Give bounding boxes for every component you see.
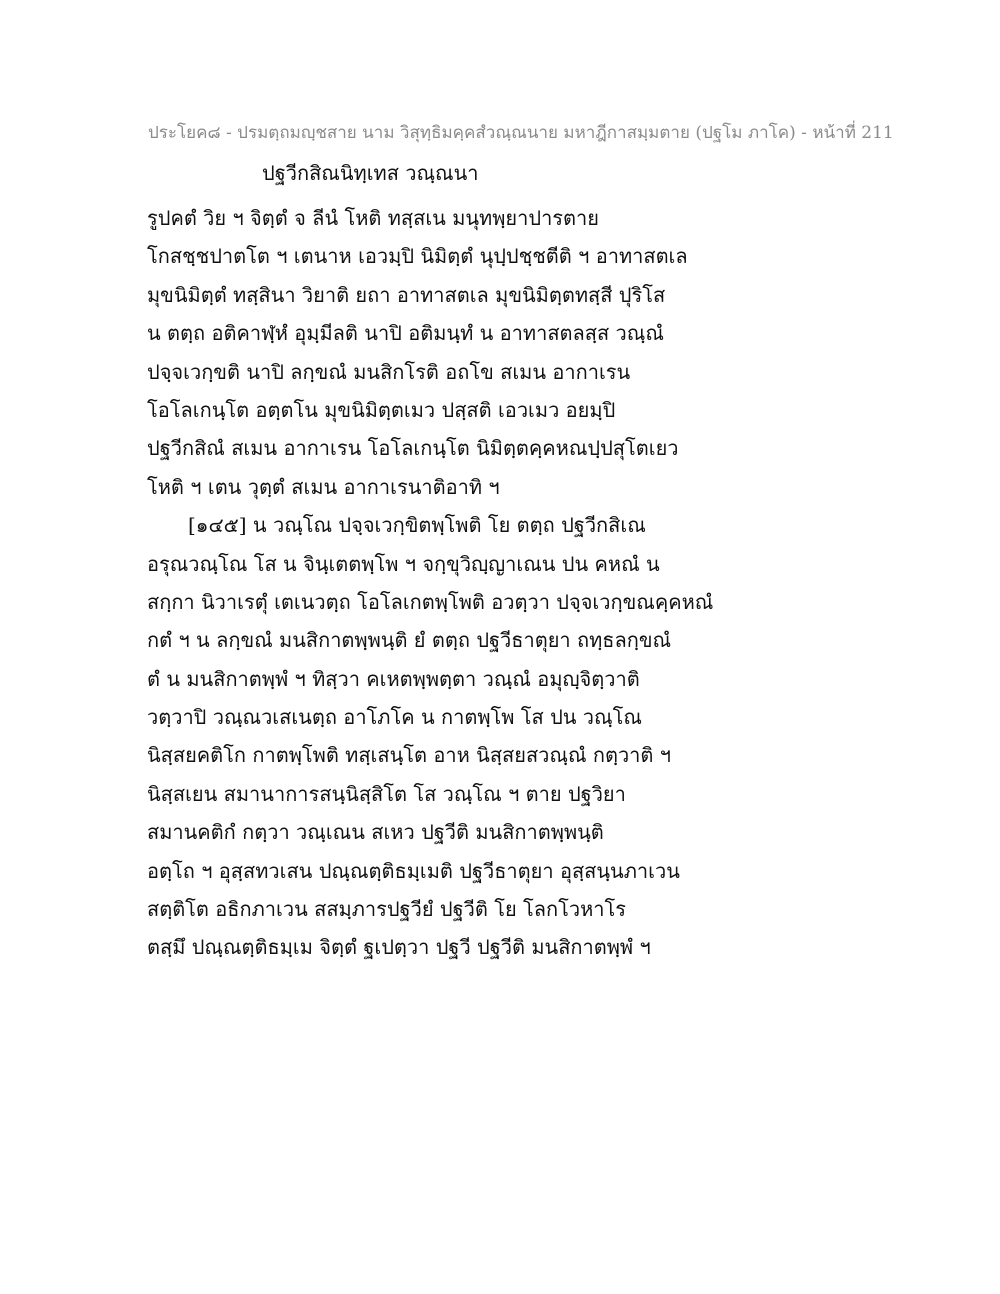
text-line: สมานคติกํ กตฺวา วณฺเณน สเหว ปฐวีติ มนสิกาตพฺพนฺติ: [147, 820, 604, 845]
text-line: มุขนิมิตฺตํ ทสฺสินา วิยาติ ยถา อาทาสตเล มุขนิมิตฺตทสฺสี ปุริโส: [147, 282, 666, 307]
text-line: สกฺกา นิวาเรตุํ เตเนวตฺถ โอโลเกตพฺโพติ อวตฺวา ปจฺจเวกฺขณคฺคหณํ: [147, 589, 714, 614]
text-line: วตฺวาปิ วณฺณวเสเนตฺถ อาโภโค น กาตพฺโพ โส ปน วณฺโณ: [147, 705, 642, 730]
paragraph-start-line: [๑๔๕] น วณฺโณ ปจฺจเวกฺขิตพฺโพติ โย ตตฺถ ปฐวีกสิเณ: [188, 513, 646, 538]
text-line: อรุณวณฺโณ โส น จินฺเตตพฺโพ ฯ จกฺขุวิญฺญาเณน ปน คหณํ น: [147, 551, 660, 576]
text-line: โอโลเกนฺโต อตฺตโน มุขนิมิตฺตเมว ปสฺสติ เอวเมว อยมฺปิ: [147, 397, 616, 422]
text-line: กตํ ฯ น ลกฺขณํ มนสิกาตพฺพนฺติ ยํ ตตฺถ ปฐวีธาตุยา ถทฺธลกฺขณํ: [147, 628, 672, 653]
text-line: สตฺติโต อธิกภาเวน สสมฺภารปฐวียํ ปฐวีติ โย โลกโวหาโร: [147, 897, 627, 922]
page-header: ประโยค๘ - ปรมตฺถมญฺชสาย นาม วิสุทฺธิมคฺคสํวณฺณนาย มหาฎีกาสมฺมตาย (ปฐโม ภาโค) - หน้าที่ 211: [148, 123, 894, 143]
text-line: รูปคตํ วิย ฯ จิตฺตํ จ ลีนํ โหติ ทสฺสเน มนุทพฺยาปารตาย: [147, 206, 599, 230]
text-line: ปจฺจเวกฺขติ นาปิ ลกฺขณํ มนสิกโรติ อถโข สเมน อากาเรน: [147, 359, 631, 384]
text-line: โหติ ฯ เตน วุตฺตํ สเมน อากาเรนาติอาทิ ฯ: [147, 474, 500, 499]
text-line: นิสฺสยคติโก กาตพฺโพติ ทสฺเสนฺโต อาห นิสฺสยสวณฺณํ กตฺวาติ ฯ: [147, 743, 671, 768]
text-line: นิสฺสเยน สมานาการสนฺนิสฺสิโต โส วณฺโณ ฯ ตาย ปฐวิยา: [147, 781, 626, 806]
text-line: ตํ น มนสิกาตพฺพํ ฯ ทิสฺวา คเหตพฺพตฺตา วณฺณํ อมุญฺจิตฺวาติ: [147, 666, 640, 691]
section-title: ปฐวีกสิณนิทฺเทส วณฺณนา: [262, 161, 479, 185]
text-line: ตสฺมึ ปณฺณตฺติธมฺเม จิตฺตํ ฐเปตฺวา ปฐวี ปฐวีติ มนสิกาตพฺพํ ฯ: [147, 935, 651, 960]
text-line: น ตตฺถ อติคาฬฺหํ อุมฺมีลติ นาปิ อติมนฺทํ น อาทาสตลสฺส วณฺณํ: [147, 321, 664, 346]
text-line: อตฺโถ ฯ อุสฺสทวเสน ปณฺณตฺติธมฺเมติ ปฐวีธาตุยา อุสฺสนฺนภาเวน: [147, 858, 680, 883]
text-line: ปฐวีกสิณํ สเมน อากาเรน โอโลเกนฺโต นิมิตฺตคฺคหณปฺปสุโตเยว: [147, 436, 679, 461]
body-text: [147, 199, 714, 967]
text-line: โกสชฺชปาตโต ฯ เตนาห เอวมฺปิ นิมิตฺตํ นุปฺปชฺชตีติ ฯ อาทาสตเล: [147, 244, 688, 269]
